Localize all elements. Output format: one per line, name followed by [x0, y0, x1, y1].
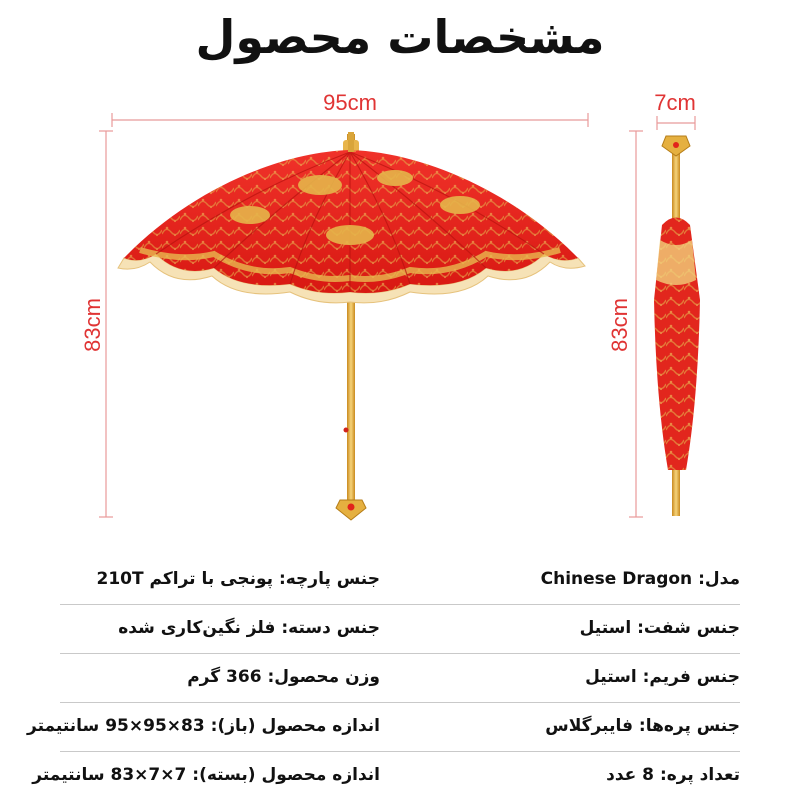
- open-height-label: 83cm: [80, 298, 105, 352]
- spec-row: [60, 654, 740, 703]
- closed-height-dimension-line: [629, 131, 643, 517]
- spec-fabric: جنس پارچه: پونجی با تراکم 210T: [96, 569, 380, 589]
- closed-umbrella-image: [654, 136, 700, 516]
- spec-shaft: جنس شفت: استیل: [579, 618, 740, 638]
- open-umbrella-image: [118, 132, 585, 520]
- open-width-dimension-line: [112, 113, 588, 127]
- spec-row: [27, 703, 740, 752]
- spec-ribs-material: جنس پره‌ها: فایبرگلاس: [545, 716, 740, 736]
- closed-height-label: 83cm: [607, 298, 632, 352]
- spec-row: [60, 605, 740, 654]
- spec-frame: جنس فریم: استیل: [585, 667, 740, 687]
- spec-size-closed: اندازه محصول (بسته): 7×7×83 سانتیمتر: [32, 765, 380, 785]
- spec-rib-count: تعداد پره: 8 عدد: [606, 765, 740, 785]
- spec-weight: وزن محصول: 366 گرم: [187, 667, 380, 687]
- spec-table: [27, 556, 740, 800]
- spec-row: [60, 556, 740, 605]
- spec-model: مدل: Chinese Dragon: [540, 569, 740, 589]
- open-height-dimension-line: [99, 131, 113, 517]
- spec-row: [32, 752, 740, 800]
- closed-width-label: 7cm: [654, 90, 696, 115]
- open-width-label: 95cm: [323, 90, 377, 115]
- spec-size-open: اندازه محصول (باز): 83×95×95 سانتیمتر: [27, 716, 380, 736]
- closed-width-dimension-line: [657, 116, 695, 130]
- page-title: مشخصات محصول: [195, 10, 605, 64]
- spec-handle: جنس دسته: فلز نگین‌کاری شده: [118, 618, 380, 638]
